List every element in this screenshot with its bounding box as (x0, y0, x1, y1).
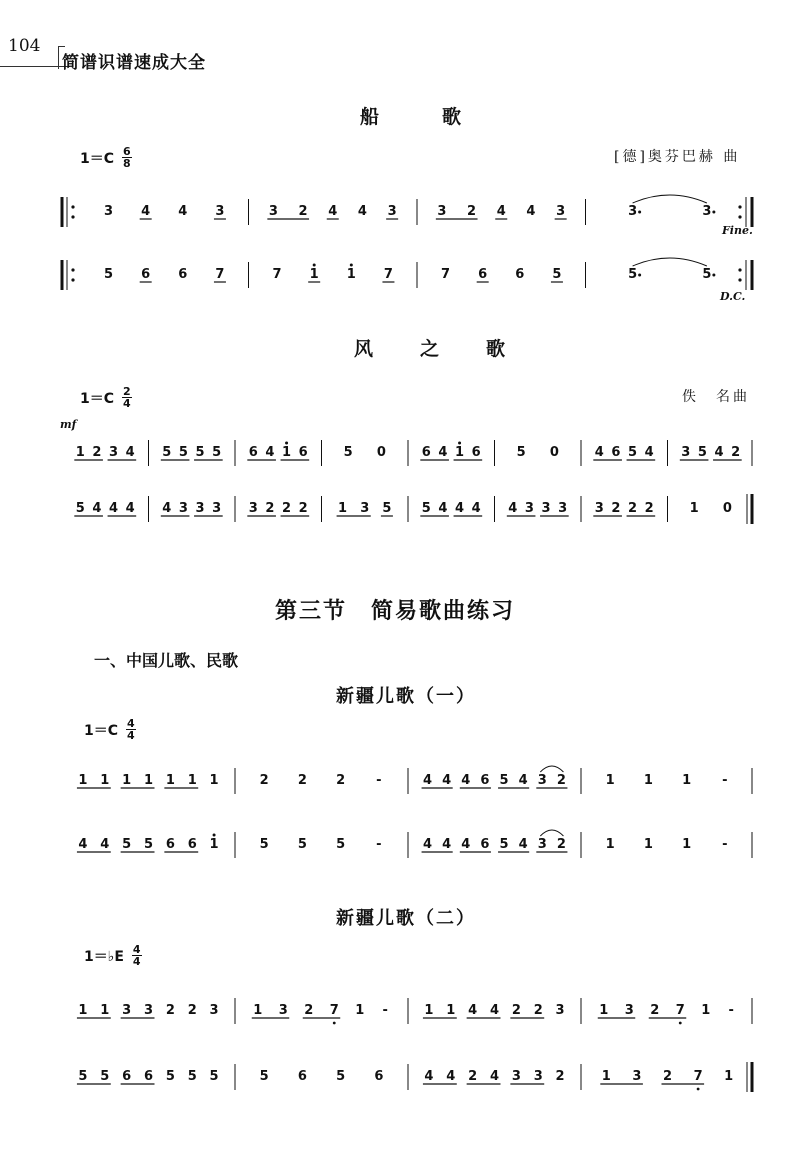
note: 7 (441, 267, 451, 282)
note: - (728, 1003, 734, 1018)
note: 4 (265, 445, 275, 460)
note: 4 (455, 501, 465, 516)
tie-arc (633, 195, 707, 203)
note: 7 (329, 1003, 339, 1018)
note: 3 (681, 445, 691, 460)
note: 3 (268, 204, 278, 219)
note: 4 (141, 204, 151, 219)
key-signature (84, 718, 136, 741)
high-octave-dot (313, 264, 316, 267)
note: 3 (556, 204, 566, 219)
note: 4 (461, 773, 471, 788)
note: 6 (611, 445, 621, 460)
note: 2 (265, 501, 275, 516)
note: 1 (605, 773, 615, 788)
note: 1 (724, 1069, 734, 1084)
note: 5 (336, 1069, 346, 1084)
note: 2 (304, 1003, 314, 1018)
note: 6 (480, 773, 490, 788)
note: 7 (272, 267, 282, 282)
repeat-dot (738, 215, 741, 218)
note: 3 (537, 837, 547, 852)
score-row-svg (58, 436, 758, 476)
high-octave-dot (285, 442, 288, 445)
note: 3 (387, 204, 397, 219)
note: 5 (178, 445, 188, 460)
subsection-title: 一、中国儿歌、民歌 (94, 651, 239, 670)
score-row (58, 764, 758, 804)
note: 5 (343, 445, 353, 460)
composer: [德]奥芬巴赫 曲 (614, 149, 741, 165)
note: 3 (537, 773, 547, 788)
note: 2 (533, 1003, 543, 1018)
note: 4 (438, 501, 448, 516)
note: 5 (259, 837, 269, 852)
high-octave-dot (213, 834, 216, 837)
note: 4 (446, 1069, 456, 1084)
note: 0 (549, 445, 559, 460)
note: 1 (165, 773, 175, 788)
note: 7 (215, 267, 225, 282)
note: 5 (516, 445, 526, 460)
low-octave-dot (333, 1022, 336, 1025)
score-row (58, 258, 758, 298)
note: 1 (78, 773, 88, 788)
key-text: 1＝C (80, 150, 115, 167)
note: 4 (461, 837, 471, 852)
note: 5 (212, 445, 222, 460)
note: 6 (480, 837, 490, 852)
note: 4 (423, 773, 433, 788)
note: 4 (78, 837, 88, 852)
note: 4 (714, 445, 724, 460)
note: 4 (468, 1003, 478, 1018)
note: 1 (643, 837, 653, 852)
note: 1 (100, 773, 110, 788)
score-row (58, 1060, 758, 1100)
song-title-feng-zhi-ge: 风 之 歌 (354, 338, 520, 360)
note: 3 (212, 501, 222, 516)
note: 4 (526, 204, 536, 219)
note: 2 (165, 1003, 175, 1018)
note: 3 (109, 445, 119, 460)
note: 2 (187, 1003, 197, 1018)
score-row-svg (58, 258, 758, 298)
note: 4 (357, 204, 367, 219)
note: 2 (92, 445, 102, 460)
note: 6 (515, 267, 525, 282)
note: - (382, 1003, 388, 1018)
repeat-dot (738, 268, 741, 271)
composer: 佚 名曲 (682, 389, 750, 405)
note: 4 (442, 837, 452, 852)
note: 2 (511, 1003, 521, 1018)
note: - (376, 773, 382, 788)
key-signature (80, 146, 132, 169)
note: 1 (601, 1069, 611, 1084)
note: 7 (675, 1003, 685, 1018)
key-text: 1＝C (84, 722, 119, 739)
note: 5 (75, 501, 85, 516)
note: 2 (662, 1069, 673, 1084)
note: - (722, 773, 728, 788)
note: 1 (446, 1003, 456, 1018)
time-signature: $\frac{2}{4}$ (123, 385, 131, 410)
note: 1 (209, 837, 219, 852)
note: 5 (104, 267, 114, 282)
note: 6 (471, 445, 481, 460)
note: 4 (92, 501, 102, 516)
note: 1 (309, 267, 319, 282)
score-row (58, 195, 758, 235)
note: 3 (702, 204, 712, 219)
note: 4 (424, 1069, 434, 1084)
note: 6 (421, 445, 431, 460)
note: 5 (162, 445, 172, 460)
augmentation-dot (638, 211, 641, 214)
note: 7 (693, 1069, 703, 1084)
note: 1 (122, 773, 132, 788)
note: 5 (336, 837, 346, 852)
note: 2 (298, 204, 308, 219)
note: 0 (722, 501, 732, 516)
note: 1 (338, 501, 348, 516)
note: 1 (424, 1003, 434, 1018)
note: 1 (689, 501, 699, 516)
low-octave-dot (679, 1022, 682, 1025)
note: 5 (259, 1069, 269, 1084)
augmentation-dot (712, 211, 715, 214)
note: 2 (628, 501, 638, 516)
note: 2 (644, 501, 654, 516)
note: 6 (187, 837, 197, 852)
note: 4 (100, 837, 110, 852)
note: 1 (209, 773, 219, 788)
repeat-dot (71, 205, 74, 208)
note: 3 (437, 204, 447, 219)
note: 6 (141, 267, 151, 282)
high-octave-dot (350, 264, 353, 267)
repeat-dot (71, 268, 74, 271)
note: 4 (125, 445, 135, 460)
note: 1 (78, 1003, 88, 1018)
augmentation-dot (638, 274, 641, 277)
note: 5 (421, 501, 431, 516)
note: 4 (518, 773, 528, 788)
note: 6 (165, 837, 175, 852)
note: 5 (209, 1069, 219, 1084)
note: 1 (100, 1003, 110, 1018)
note: 3 (541, 501, 551, 516)
note: 5 (187, 1069, 197, 1084)
note: 3 (524, 501, 534, 516)
score-row-svg (58, 492, 758, 532)
note: 6 (143, 1069, 154, 1084)
note: 3 (624, 1003, 634, 1018)
note: 3 (632, 1069, 642, 1084)
note: 2 (650, 1003, 660, 1018)
note: 4 (442, 773, 452, 788)
note: 3 (178, 501, 188, 516)
note: 3 (555, 1003, 565, 1018)
note: 4 (489, 1003, 500, 1018)
page-number: 104 (8, 36, 41, 56)
note: 5 (382, 501, 392, 516)
note: 1 (455, 445, 465, 460)
note: 3 (195, 501, 205, 516)
note: 4 (423, 837, 433, 852)
note: 4 (162, 501, 172, 516)
time-signature: $\frac{4}{4}$ (127, 717, 135, 742)
note: - (722, 837, 728, 852)
note: 5 (499, 773, 509, 788)
note: 2 (731, 445, 741, 460)
score-row (58, 994, 758, 1034)
repeat-dot (71, 215, 74, 218)
note: 6 (374, 1069, 384, 1084)
score-row-svg (58, 1060, 758, 1100)
note: 2 (467, 204, 477, 219)
dc-mark: D.C. (720, 290, 746, 303)
high-octave-dot (458, 442, 461, 445)
slur-arc (540, 830, 563, 836)
book-title: 简谱识谱速成大全 (62, 53, 206, 73)
note: 6 (178, 267, 188, 282)
score-row-svg (58, 994, 758, 1034)
low-octave-dot (697, 1088, 700, 1091)
note: 3 (122, 1003, 132, 1018)
note: 2 (259, 773, 269, 788)
note: 5 (297, 837, 307, 852)
header-rule (0, 66, 70, 67)
note: 3 (594, 501, 604, 516)
score-row (58, 828, 758, 868)
note: 5 (628, 267, 638, 282)
note: 1 (75, 445, 85, 460)
note: 1 (605, 837, 615, 852)
note: 7 (383, 267, 393, 282)
time-signature: $\frac{6}{8}$ (123, 145, 131, 170)
score-row (58, 436, 758, 476)
note: 1 (187, 773, 197, 788)
note: 3 (628, 204, 638, 219)
note: 3 (511, 1069, 521, 1084)
note: 4 (125, 501, 135, 516)
note: 1 (346, 267, 356, 282)
score-row-svg (58, 764, 758, 804)
note: 2 (336, 773, 346, 788)
note: 1 (599, 1003, 609, 1018)
note: 2 (298, 501, 308, 516)
song-title-xinjiang-1: 新疆儿歌（一） (336, 686, 476, 707)
note: 3 (558, 501, 568, 516)
note: 4 (496, 204, 506, 219)
song-title-xinjiang-2: 新疆儿歌（二） (336, 908, 476, 929)
note: 5 (628, 445, 638, 460)
key-text: 1＝C (80, 390, 115, 407)
note: 1 (253, 1003, 263, 1018)
note: 5 (100, 1069, 110, 1084)
note: 0 (376, 445, 386, 460)
augmentation-dot (712, 274, 715, 277)
score-row-svg (58, 828, 758, 868)
tie-arc (633, 258, 707, 266)
note: 1 (682, 773, 692, 788)
time-signature: $\frac{4}{4}$ (132, 943, 141, 968)
note: 6 (122, 1069, 132, 1084)
note: 4 (471, 501, 481, 516)
note: 6 (298, 445, 308, 460)
repeat-dot (738, 205, 741, 208)
note: 5 (165, 1069, 175, 1084)
note: 5 (195, 445, 205, 460)
note: 5 (122, 837, 132, 852)
note: 5 (702, 267, 712, 282)
key-signature (80, 386, 132, 409)
note: 4 (518, 837, 528, 852)
fine-mark: Fine. (722, 224, 753, 237)
note: 3 (143, 1003, 154, 1018)
note: 6 (248, 445, 258, 460)
repeat-dot (738, 278, 741, 281)
note: 4 (508, 501, 518, 516)
note: 2 (556, 837, 566, 852)
note: 3 (215, 204, 225, 219)
note: 4 (644, 445, 654, 460)
note: 4 (328, 204, 338, 219)
note: 4 (438, 445, 448, 460)
note: 3 (278, 1003, 288, 1018)
note: 3 (104, 204, 114, 219)
note: 5 (143, 837, 154, 852)
note: 6 (297, 1069, 307, 1084)
note: 1 (682, 837, 692, 852)
note: 5 (78, 1069, 88, 1084)
note: 6 (478, 267, 488, 282)
note: 3 (209, 1003, 219, 1018)
repeat-dot (71, 278, 74, 281)
note: 1 (701, 1003, 711, 1018)
note: 5 (697, 445, 707, 460)
note: 5 (499, 837, 509, 852)
note: 5 (552, 267, 562, 282)
note: 3 (533, 1069, 543, 1084)
note: 3 (248, 501, 258, 516)
note: 1 (282, 445, 292, 460)
note: 4 (178, 204, 188, 219)
score-row-svg (58, 195, 758, 235)
key-signature (84, 944, 142, 967)
note: 2 (282, 501, 292, 516)
note: 1 (143, 773, 154, 788)
note: 2 (555, 1069, 565, 1084)
slur-arc (540, 766, 563, 772)
note: 4 (594, 445, 604, 460)
note: 1 (643, 773, 653, 788)
note: 2 (297, 773, 307, 788)
note: 3 (360, 501, 370, 516)
note: - (376, 837, 382, 852)
note: 2 (611, 501, 621, 516)
score-row (58, 492, 758, 532)
note: 4 (109, 501, 119, 516)
song-title-chuan-ge: 船 歌 (360, 106, 484, 128)
note: 2 (556, 773, 566, 788)
dynamic-mark: mf (60, 418, 77, 431)
note: 1 (355, 1003, 365, 1018)
note: 4 (489, 1069, 500, 1084)
section-title: 第三节 简易歌曲练习 (275, 598, 516, 624)
key-text: 1＝♭E (84, 948, 124, 965)
note: 2 (468, 1069, 478, 1084)
